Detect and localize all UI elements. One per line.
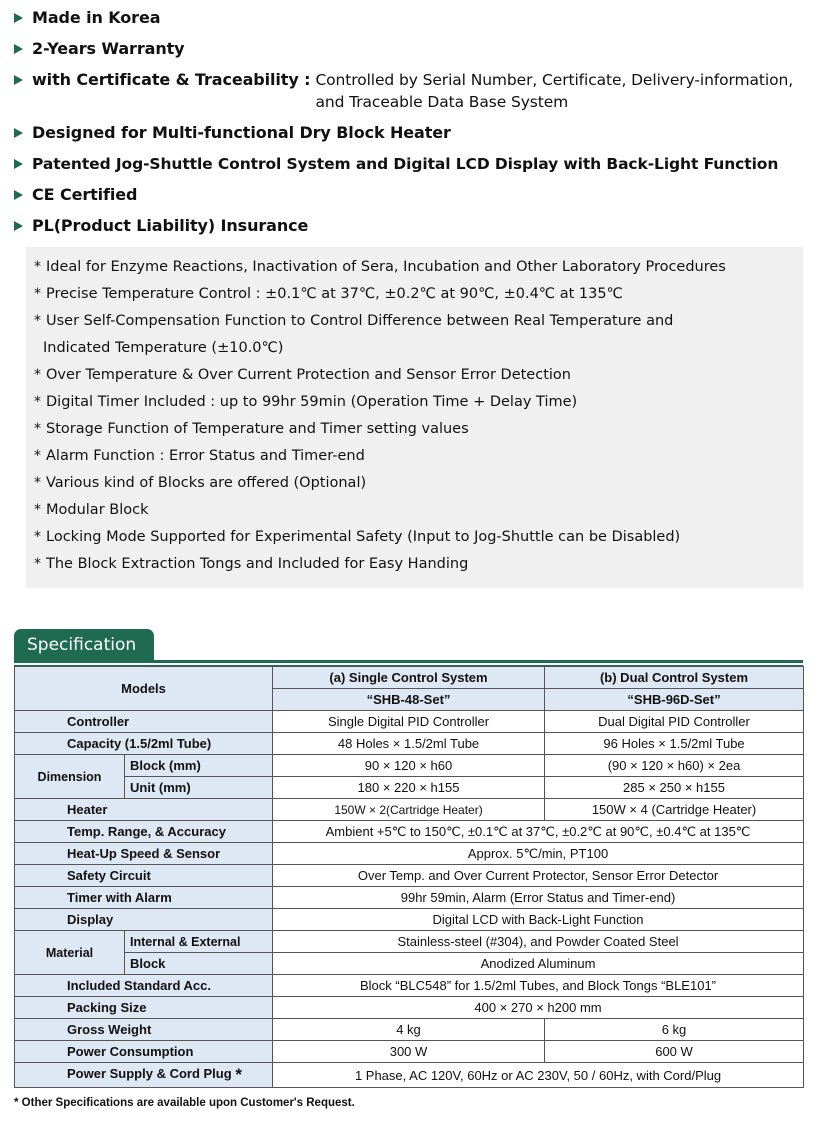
cell-value: 6 kg xyxy=(545,1019,804,1041)
note-item: * Ideal for Enzyme Reactions, Inactivation of Sera, Incubation and Other Laboratory Procedures xyxy=(34,259,726,275)
cell-value: 300 W xyxy=(273,1041,545,1063)
feature-label: CE Certified xyxy=(32,185,138,204)
asterisk-bullet-icon: * xyxy=(34,502,41,518)
feature-label: 2-Years Warranty xyxy=(32,39,185,58)
table-row xyxy=(15,711,804,733)
table-row xyxy=(15,909,804,931)
triangle-bullet-icon xyxy=(14,13,23,23)
note-item: * Precise Temperature Control : ±0.1℃ at 37℃, ±0.2℃ at 90℃, ±0.4℃ at 135℃ xyxy=(34,286,623,302)
cell-value: Over Temp. and Over Current Protector, Sensor Error Detector xyxy=(273,865,804,887)
asterisk-bullet-icon: * xyxy=(34,556,41,572)
row-label: Capacity (1.5/2ml Tube) xyxy=(15,733,273,755)
feature-item xyxy=(14,185,814,205)
column-b-title: (b) Dual Control System xyxy=(545,667,804,689)
note-item: * Storage Function of Temperature and Timer setting values xyxy=(34,421,469,437)
cell-value: 99hr 59min, Alarm (Error Status and Timer-end) xyxy=(273,887,804,909)
triangle-bullet-icon xyxy=(14,44,23,54)
models-header: Models xyxy=(15,667,273,711)
table-row xyxy=(15,975,804,997)
row-label: Heater xyxy=(15,799,273,821)
table-row xyxy=(15,1041,804,1063)
asterisk-bullet-icon: * xyxy=(34,367,41,383)
note-item: * Over Temperature & Over Current Protection and Sensor Error Detection xyxy=(34,367,571,383)
sub-label: Internal & External xyxy=(125,931,273,953)
feature-label: Patented Jog-Shuttle Control System and Digital LCD Display with Back-Light Function xyxy=(32,155,779,173)
feature-item xyxy=(14,216,814,236)
group-label: Dimension xyxy=(15,755,125,799)
row-label: Timer with Alarm xyxy=(15,887,273,909)
asterisk-bullet-icon: * xyxy=(34,421,41,437)
triangle-bullet-icon xyxy=(14,190,23,200)
table-row xyxy=(15,997,804,1019)
asterisk-bullet-icon: * xyxy=(34,394,41,410)
column-a-model: “SHB-48-Set” xyxy=(273,689,545,711)
table-row xyxy=(15,887,804,909)
asterisk-bullet-icon: * xyxy=(34,529,41,545)
triangle-bullet-icon xyxy=(14,221,23,231)
cell-value: Ambient +5℃ to 150℃, ±0.1℃ at 37℃, ±0.2℃ at 90℃, ±0.4℃ at 135℃ xyxy=(273,821,804,843)
cell-value: Dual Digital PID Controller xyxy=(545,711,804,733)
table-row xyxy=(15,667,804,689)
row-label: Display xyxy=(15,909,273,931)
specification-tab: Specification xyxy=(14,629,154,661)
table-row xyxy=(15,1063,804,1088)
feature-item xyxy=(14,154,814,174)
divider xyxy=(14,660,803,663)
triangle-bullet-icon xyxy=(14,75,23,85)
cell-value: 150W × 4 (Cartridge Heater) xyxy=(545,799,804,821)
feature-detail: and Traceable Data Base System xyxy=(315,93,569,111)
cell-value: Digital LCD with Back-Light Function xyxy=(273,909,804,931)
feature-item xyxy=(14,39,814,59)
asterisk-bullet-icon: * xyxy=(34,313,41,329)
row-label: Packing Size xyxy=(15,997,273,1019)
cell-value: 150W × 2(Cartridge Heater) xyxy=(273,799,545,821)
asterisk-bullet-icon: * xyxy=(34,259,41,275)
row-label: Heat-Up Speed & Sensor xyxy=(15,843,273,865)
row-label: Included Standard Acc. xyxy=(15,975,273,997)
cell-value: 600 W xyxy=(545,1041,804,1063)
note-item: * Locking Mode Supported for Experimental Safety (Input to Jog-Shuttle can be Disabled) xyxy=(34,529,681,545)
cell-value: (90 × 120 × h60) × 2ea xyxy=(545,755,804,777)
cell-value: 90 × 120 × h60 xyxy=(273,755,545,777)
cell-value: 285 × 250 × h155 xyxy=(545,777,804,799)
feature-label: PL(Product Liability) Insurance xyxy=(32,216,309,235)
note-item: * Various kind of Blocks are offered (Optional) xyxy=(34,475,367,491)
triangle-bullet-icon xyxy=(14,128,23,138)
column-a-title: (a) Single Control System xyxy=(273,667,545,689)
row-label: Power Supply & Cord Plug * xyxy=(15,1063,273,1088)
group-label: Material xyxy=(15,931,125,975)
table-row xyxy=(15,865,804,887)
feature-label: Designed for Multi-functional Dry Block Heater xyxy=(32,123,451,142)
asterisk-bullet-icon: * xyxy=(34,286,41,302)
cell-value: 400 × 270 × h200 mm xyxy=(273,997,804,1019)
note-item: * Digital Timer Included : up to 99hr 59min (Operation Time + Delay Time) xyxy=(34,394,578,410)
feature-list xyxy=(14,8,814,247)
sub-label: Unit (mm) xyxy=(125,777,273,799)
cell-value: Anodized Aluminum xyxy=(273,953,804,975)
cell-value: Block “BLC548” for 1.5/2ml Tubes, and Block Tongs “BLE101” xyxy=(273,975,804,997)
row-label: Controller xyxy=(15,711,273,733)
feature-item xyxy=(14,8,814,28)
sub-label: Block (mm) xyxy=(125,755,273,777)
note-item: * User Self-Compensation Function to Control Difference between Real Temperature and xyxy=(34,313,674,329)
feature-item xyxy=(14,123,814,143)
table-row xyxy=(15,733,804,755)
table-row xyxy=(15,931,804,953)
table-row xyxy=(15,1019,804,1041)
column-b-model: “SHB-96D-Set” xyxy=(545,689,804,711)
note-item-continued: Indicated Temperature (±10.0℃) xyxy=(43,340,284,356)
row-label: Gross Weight xyxy=(15,1019,273,1041)
row-label: Power Consumption xyxy=(15,1041,273,1063)
note-item: * Alarm Function : Error Status and Timer-end xyxy=(34,448,365,464)
feature-label: Made in Korea xyxy=(32,8,161,27)
cell-value: Single Digital PID Controller xyxy=(273,711,545,733)
row-label: Temp. Range, & Accuracy xyxy=(15,821,273,843)
footnote: * Other Specifications are available upon Customer's Request. xyxy=(14,1097,355,1109)
table-row xyxy=(15,755,804,777)
row-label: Safety Circuit xyxy=(15,865,273,887)
feature-label: with Certificate & Traceability : xyxy=(32,70,311,89)
feature-item xyxy=(14,70,814,114)
notes-box xyxy=(26,247,803,588)
asterisk-bullet-icon: * xyxy=(34,475,41,491)
table-row xyxy=(15,799,804,821)
triangle-bullet-icon xyxy=(14,159,23,169)
cell-value: Approx. 5℃/min, PT100 xyxy=(273,843,804,865)
cell-value: Stainless-steel (#304), and Powder Coated Steel xyxy=(273,931,804,953)
cell-value: 1 Phase, AC 120V, 60Hz or AC 230V, 50 / 60Hz, with Cord/Plug xyxy=(273,1063,804,1088)
specification-table xyxy=(14,666,804,1088)
table-row xyxy=(15,777,804,799)
cell-value: 180 × 220 × h155 xyxy=(273,777,545,799)
table-row xyxy=(15,953,804,975)
cell-value: 96 Holes × 1.5/2ml Tube xyxy=(545,733,804,755)
asterisk-bullet-icon: * xyxy=(34,448,41,464)
asterisk-mark-icon: * xyxy=(235,1065,242,1084)
note-item: * The Block Extraction Tongs and Included for Easy Handing xyxy=(34,556,469,572)
table-row xyxy=(15,843,804,865)
cell-value: 4 kg xyxy=(273,1019,545,1041)
note-item: * Modular Block xyxy=(34,502,149,518)
table-row xyxy=(15,821,804,843)
feature-detail: Controlled by Serial Number, Certificate, Delivery-information, xyxy=(315,71,794,89)
sub-label: Block xyxy=(125,953,273,975)
cell-value: 48 Holes × 1.5/2ml Tube xyxy=(273,733,545,755)
